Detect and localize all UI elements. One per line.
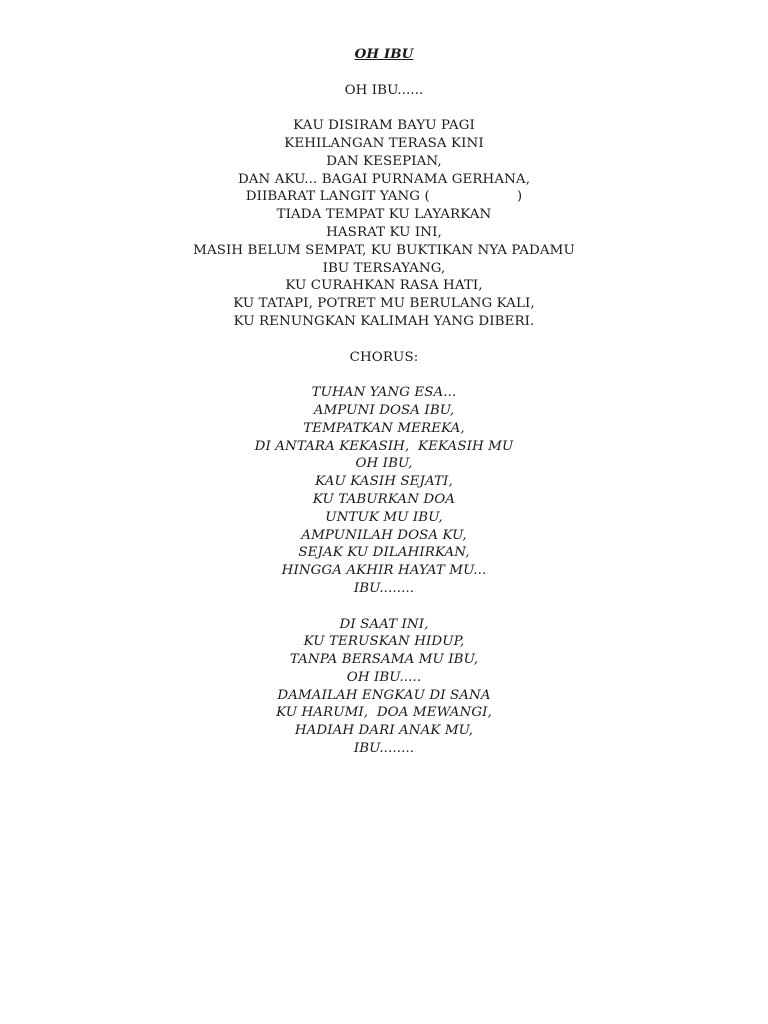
verse-1 <box>0 117 768 331</box>
spacer <box>0 99 768 117</box>
verse-line: TIADA TEMPAT KU LAYARKAN <box>276 207 492 223</box>
spacer <box>0 598 768 616</box>
verse-line: DIIBARAT LANGIT YANG ( ) <box>245 189 523 205</box>
chorus-line: TEMPATKAN MEREKA, <box>303 420 465 436</box>
spacer <box>0 331 768 349</box>
verse-line: KU RENUNGKAN KALIMAH YANG DIBERI. <box>233 313 535 329</box>
song-title: OH IBU <box>354 46 414 62</box>
lyrics-page <box>0 46 768 758</box>
chorus-line: SEJAK KU DILAHIRKAN, <box>298 545 470 561</box>
chorus-line: AMPUNI DOSA IBU, <box>313 402 455 418</box>
verse-line: OH IBU..... <box>346 669 422 685</box>
chorus-line: HINGGA AKHIR HAYAT MU... <box>281 563 487 579</box>
verse-2 <box>0 616 768 758</box>
chorus-line: UNTUK MU IBU, <box>325 509 443 525</box>
opening-line: OH IBU...... <box>344 82 424 98</box>
spacer <box>0 366 768 384</box>
chorus-line: KU TABURKAN DOA <box>312 491 456 507</box>
chorus <box>0 384 768 598</box>
verse-line: DAN AKU... BAGAI PURNAMA GERHANA, <box>237 171 531 187</box>
verse-line: MASIH BELUM SEMPAT, KU BUKTIKAN NYA PADAMU <box>193 242 575 258</box>
chorus-line: DI ANTARA KEKASIH, KEKASIH MU <box>254 438 514 454</box>
verse-line: TANPA BERSAMA MU IBU, <box>289 652 479 668</box>
verse-line: HASRAT KU INI, <box>326 224 442 240</box>
chorus-line: AMPUNILAH DOSA KU, <box>301 527 467 543</box>
verse-line: HADIAH DARI ANAK MU, <box>294 723 474 739</box>
verse-line: KAU DISIRAM BAYU PAGI <box>293 118 475 134</box>
chorus-label: CHORUS: <box>349 349 419 365</box>
verse-line: IBU TERSAYANG, <box>322 260 446 276</box>
verse-line: KU CURAHKAN RASA HATI, <box>285 278 483 294</box>
verse-line: KEHILANGAN TERASA KINI <box>284 135 484 151</box>
verse-line: DAMAILAH ENGKAU DI SANA <box>277 687 491 703</box>
chorus-line: IBU........ <box>353 580 415 596</box>
verse-line: IBU........ <box>353 741 415 757</box>
verse-line: DAN KESEPIAN, <box>326 153 442 169</box>
spacer <box>0 64 768 82</box>
verse-line: KU TATAPI, POTRET MU BERULANG KALI, <box>233 296 535 312</box>
chorus-line: TUHAN YANG ESA... <box>311 385 457 401</box>
chorus-line: OH IBU, <box>355 456 413 472</box>
verse-line: KU HARUMI, DOA MEWANGI, <box>276 705 492 721</box>
verse-line: DI SAAT INI, <box>339 616 429 632</box>
verse-line: KU TERUSKAN HIDUP, <box>303 634 465 650</box>
chorus-line: KAU KASIH SEJATI, <box>315 474 453 490</box>
